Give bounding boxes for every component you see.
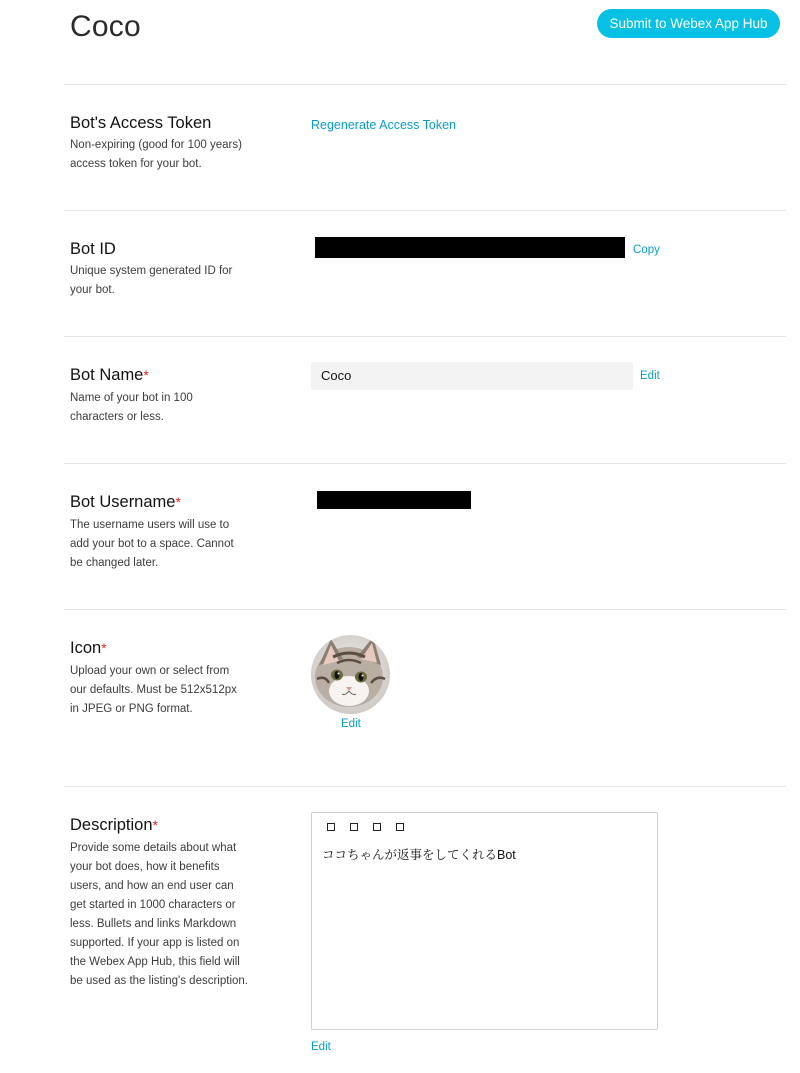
bot-username-description: The username users will use to add your bot to a space. Cannot be changed later. [70, 519, 234, 569]
square-glyph-icon [396, 823, 404, 831]
required-mark: * [175, 494, 181, 510]
description-textarea[interactable] [311, 812, 658, 1030]
required-mark: * [143, 367, 149, 383]
kitten-avatar-image [311, 635, 390, 714]
icon-label: Icon* [70, 639, 107, 657]
required-mark: * [152, 817, 158, 833]
bot-name-description: Name of your bot in 100 characters or less. [70, 392, 193, 423]
edit-bot-name-link[interactable]: Edit [640, 370, 660, 382]
divider [64, 609, 786, 610]
divider [64, 463, 786, 464]
square-glyph-icon [327, 823, 335, 831]
divider [64, 786, 786, 787]
access-token-label: Bot's Access Token [70, 114, 212, 132]
redacted-bot-id [315, 237, 625, 258]
divider [64, 336, 786, 337]
description-help-text: Provide some details about what your bot does, how it benefits users, and how an end user can get started in 1000 characters or less. Bullets and links Markdown supported. If your app is listed on the Webex App Hub, this field will be used as the listing's description. [70, 842, 248, 987]
edit-description-link[interactable]: Edit [311, 1041, 331, 1053]
redacted-bot-username [317, 491, 471, 509]
placeholder-glyph-row [327, 823, 404, 831]
page-title: Coco [70, 10, 141, 43]
edit-icon-link[interactable]: Edit [341, 718, 361, 730]
description-label: Description* [70, 816, 158, 834]
square-glyph-icon [350, 823, 358, 831]
required-mark: * [101, 640, 107, 656]
square-glyph-icon [373, 823, 381, 831]
bot-id-label: Bot ID [70, 240, 116, 258]
bot-id-description: Unique system generated ID for your bot. [70, 265, 233, 296]
divider [64, 84, 786, 85]
bot-username-label: Bot Username* [70, 493, 181, 511]
bot-name-field[interactable]: Coco [311, 362, 633, 390]
bot-name-label: Bot Name* [70, 366, 149, 384]
bot-avatar [311, 635, 390, 714]
access-token-description: Non-expiring (good for 100 years) access token for your bot. [70, 139, 242, 170]
copy-bot-id-link[interactable]: Copy [633, 244, 660, 256]
divider [64, 210, 786, 211]
icon-description: Upload your own or select from our defaults. Must be 512x512px in JPEG or PNG format. [70, 665, 237, 715]
description-value: ココちゃんが返事をしてくれるBot [322, 848, 516, 862]
submit-to-app-hub-button[interactable]: Submit to Webex App Hub [597, 9, 780, 38]
regenerate-access-token-link[interactable]: Regenerate Access Token [311, 118, 457, 132]
